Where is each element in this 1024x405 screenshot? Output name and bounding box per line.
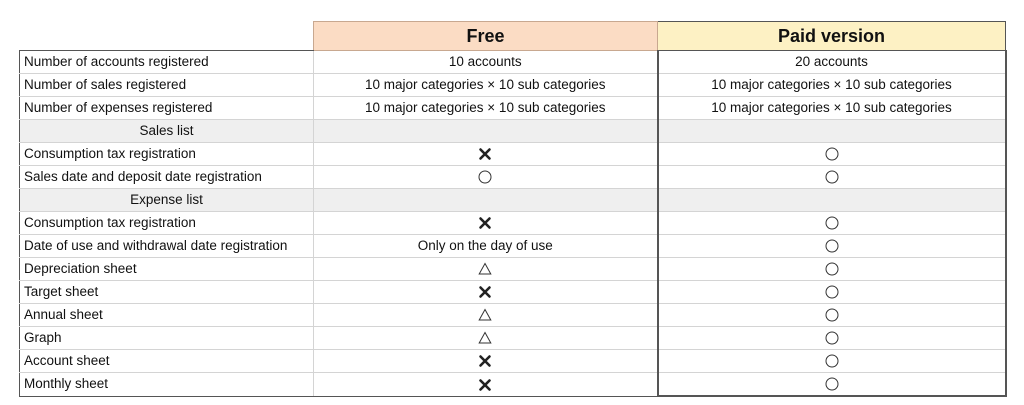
- table-row: [20, 97, 1006, 120]
- table-row: [20, 350, 1006, 373]
- free-cell: [314, 166, 658, 189]
- section-row: [20, 120, 1006, 143]
- cross-icon: [478, 147, 492, 161]
- cross-icon: [478, 378, 492, 392]
- cross-icon: [478, 216, 492, 230]
- table-row: [20, 212, 1006, 235]
- paid-cell: [658, 258, 1006, 281]
- row-label: Sales date and deposit date registration: [20, 166, 314, 189]
- row-label: Annual sheet: [20, 304, 314, 327]
- row-label: Consumption tax registration: [20, 143, 314, 166]
- paid-cell: 10 major categories × 10 sub categories: [658, 97, 1006, 120]
- cross-icon: [478, 354, 492, 368]
- free-cell: [314, 327, 658, 350]
- circle-icon: [825, 354, 839, 368]
- table-row: [20, 281, 1006, 304]
- circle-icon: [825, 170, 839, 184]
- section-label: Sales list: [20, 120, 314, 143]
- free-cell: 10 major categories × 10 sub categories: [314, 74, 658, 97]
- row-label: Date of use and withdrawal date registration: [20, 235, 314, 258]
- row-label: Number of accounts registered: [20, 51, 314, 74]
- circle-icon: [825, 216, 839, 230]
- comparison-table: [19, 21, 1007, 397]
- free-cell: 10 accounts: [314, 51, 658, 74]
- row-label: Account sheet: [20, 350, 314, 373]
- paid-cell: [658, 350, 1006, 373]
- free-cell: [314, 143, 658, 166]
- table-row: [20, 74, 1006, 97]
- paid-cell: [658, 189, 1006, 212]
- free-cell: Only on the day of use: [314, 235, 658, 258]
- section-label: Expense list: [20, 189, 314, 212]
- circle-icon: [825, 308, 839, 322]
- triangle-icon: [478, 308, 492, 322]
- circle-icon: [825, 262, 839, 276]
- free-cell: [314, 281, 658, 304]
- triangle-icon: [478, 331, 492, 345]
- table-row: [20, 51, 1006, 74]
- table-row: [20, 235, 1006, 258]
- circle-icon: [825, 147, 839, 161]
- cross-icon: [478, 285, 492, 299]
- paid-cell: [658, 327, 1006, 350]
- paid-cell: [658, 166, 1006, 189]
- header-free: Free: [314, 22, 658, 51]
- section-row: [20, 189, 1006, 212]
- table-row: [20, 327, 1006, 350]
- free-cell: [314, 350, 658, 373]
- table-row: [20, 166, 1006, 189]
- paid-cell: 20 accounts: [658, 51, 1006, 74]
- paid-cell: [658, 235, 1006, 258]
- circle-icon: [825, 331, 839, 345]
- row-label: Number of expenses registered: [20, 97, 314, 120]
- free-cell: [314, 258, 658, 281]
- free-cell: [314, 189, 658, 212]
- paid-cell: [658, 143, 1006, 166]
- row-label: Target sheet: [20, 281, 314, 304]
- row-label: Graph: [20, 327, 314, 350]
- row-label: Monthly sheet: [20, 373, 314, 397]
- header-row: [20, 22, 1006, 51]
- free-cell: [314, 212, 658, 235]
- paid-cell: [658, 304, 1006, 327]
- paid-cell: [658, 120, 1006, 143]
- paid-cell: [658, 281, 1006, 304]
- free-cell: [314, 120, 658, 143]
- table-row: [20, 304, 1006, 327]
- paid-cell: 10 major categories × 10 sub categories: [658, 74, 1006, 97]
- row-label: Consumption tax registration: [20, 212, 314, 235]
- paid-cell: [658, 373, 1006, 397]
- row-label: Depreciation sheet: [20, 258, 314, 281]
- table-row: [20, 258, 1006, 281]
- circle-icon: [825, 377, 839, 391]
- table-row: [20, 373, 1006, 397]
- free-cell: [314, 304, 658, 327]
- free-cell: 10 major categories × 10 sub categories: [314, 97, 658, 120]
- header-blank-cell: [20, 22, 314, 51]
- circle-icon: [825, 285, 839, 299]
- circle-icon: [478, 170, 492, 184]
- header-paid: Paid version: [658, 22, 1006, 51]
- triangle-icon: [478, 262, 492, 276]
- table-row: [20, 143, 1006, 166]
- paid-cell: [658, 212, 1006, 235]
- circle-icon: [825, 239, 839, 253]
- row-label: Number of sales registered: [20, 74, 314, 97]
- free-cell: [314, 373, 658, 397]
